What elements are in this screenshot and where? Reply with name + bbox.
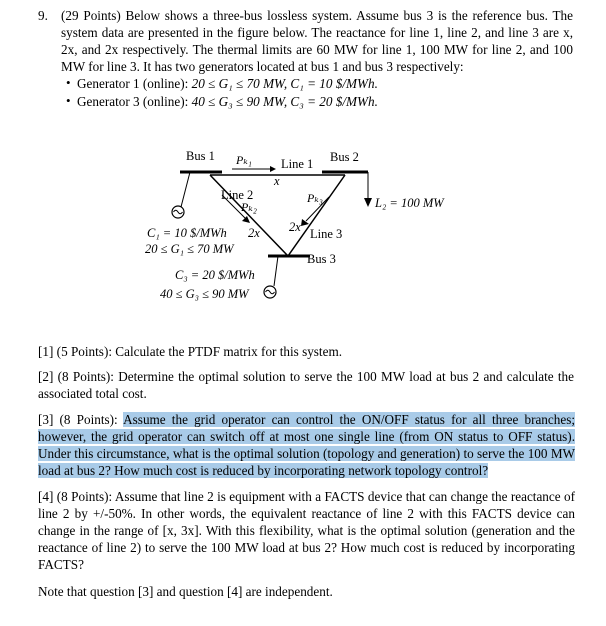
problem-intro: (29 Points) Below shows a three-bus lossless system. Assume bus 3 is the reference bus. The system data are presented in the figure below. The reactance for line 1, line 2, and line 3 are x, 2x, and 2x respectively. The thermal limits are 60 MW for line 1, 100 MW for line 2, and 100 MW for line 3. It has two generators located at bus 1 and bus 3 respectively: [61,8,573,74]
note: Note that question [3] and question [4] are independent. [38,584,333,599]
question-2: [2] (8 Points): Determine the optimal solution to serve the 100 MW load at bus 2 and calculate the associated total cost. [38,369,574,401]
bullet-icon: • [66,75,71,90]
gen-1-cost: C₁ = 10 $/MWh [147,226,227,240]
pk1-label: Pₖ₁ [236,153,252,167]
generator-1-label: Generator 1 (online): [77,76,192,91]
question-3 [38,411,575,479]
load-arrow-icon [364,198,372,207]
pk2-label: Pₖ₂ [241,200,257,214]
bullet-icon: • [66,93,71,108]
question-3-prefix: [3] (8 Points): [38,412,124,427]
question-4: [4] (8 Points): Assume that line 2 is equipment with a FACTS device that can change the reactance of line 2 by +/-50%. In other words, the equivalent reactance of line 2 with this FACTS device can change in the range of [x, 3x]. With this flexibility, what is the optimal solution (generation and the reactance of line 2) to serve the 100 MW load at bus 2? How much cost is reduced by incorporating FACTS? [38,489,575,572]
generator-3-constraint: 40 ≤ G₃ ≤ 90 MW, C₃ = 20 $/MWh. [191,94,378,109]
line-3-reactance: 2x [289,220,301,234]
line-2-label: Line 2 [221,188,254,202]
bus-1-label: Bus 1 [186,149,215,163]
bus-3-label: Bus 3 [307,252,336,266]
gen-3-lead [274,256,278,286]
gen-1-lead [181,172,190,207]
gen-1-limits: 20 ≤ G₁ ≤ 70 MW [145,242,234,256]
line-1-label: Line 1 [281,157,314,171]
line-3-label: Line 3 [310,227,343,241]
generator-3-label: Generator 3 (online): [77,94,192,109]
bus-2-label: Bus 2 [330,150,359,164]
pk3-arrowhead-icon [301,219,309,226]
question-3-highlighted-text: Assume the grid operator can control the ON/OFF status for all three branches; however, the grid operator can switch off at most one single line (from ON status to OFF status). Under this circumstance, what is the optimal solution (topology and generation) to serve the 100 MW load at bus 2? How much cost is reduced by incorporating network topology control? [38,412,575,478]
problem-number: 9. [38,8,48,23]
gen-3-limits: 40 ≤ G₃ ≤ 90 MW [160,287,249,301]
load-label: L₂ = 100 MW [375,196,444,210]
line-1-reactance: x [274,174,280,188]
question-1: [1] (5 Points): Calculate the PTDF matrix for this system. [38,344,343,359]
generator-1-constraint: 20 ≤ G₁ ≤ 70 MW, C₁ = 10 $/MWh. [191,76,378,91]
pk1-arrowhead-icon [270,166,276,172]
pk2-arrowhead-icon [242,216,250,223]
line-2-reactance: 2x [248,226,260,240]
gen-3-cost: C₃ = 20 $/MWh [175,268,255,282]
pk3-label: Pₖ₃ [307,191,323,205]
line-3 [288,175,345,256]
